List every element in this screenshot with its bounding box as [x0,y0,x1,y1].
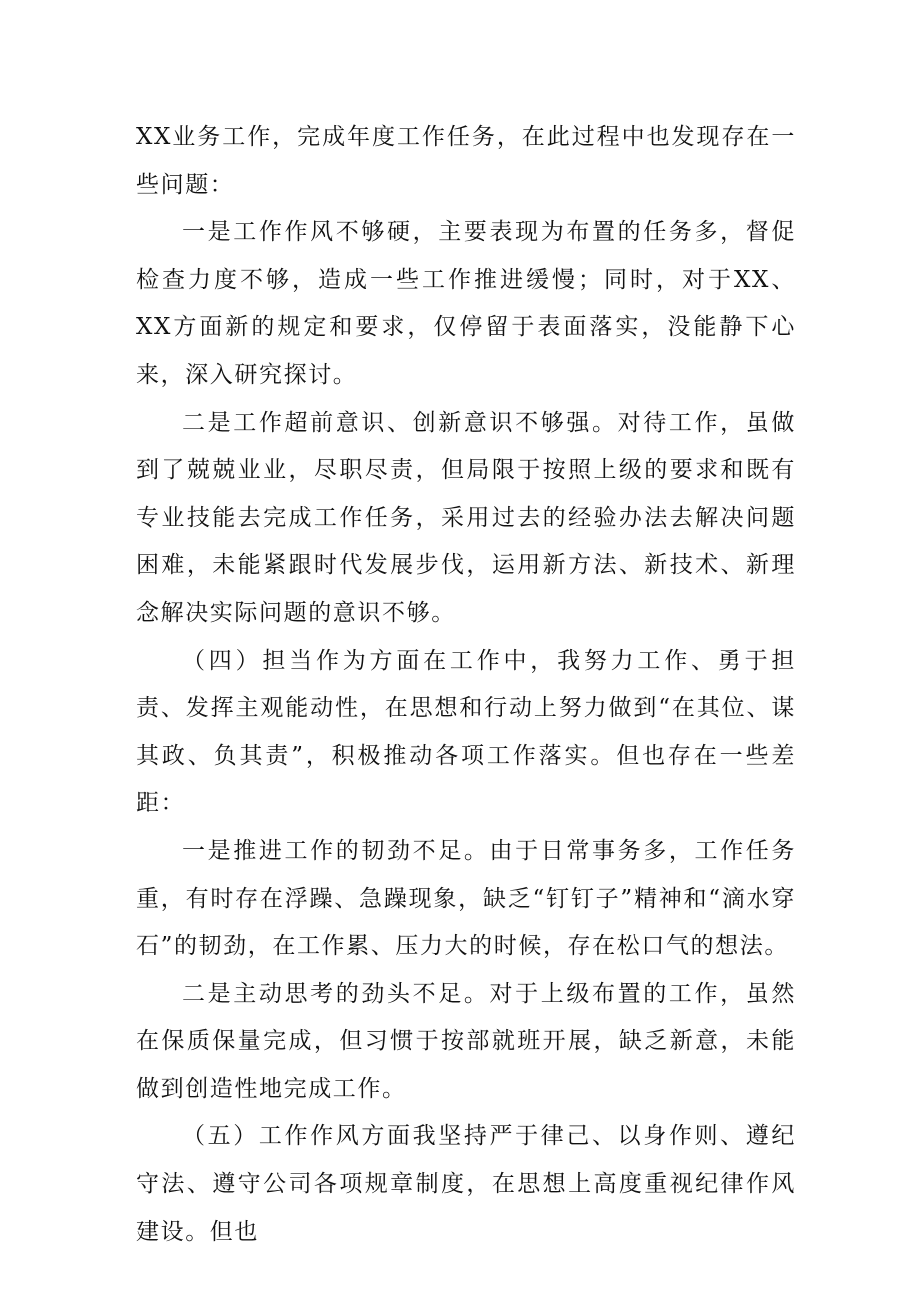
paragraph-issue-1: 一是工作作风不够硬，主要表现为布置的任务多，督促检查力度不够，造成一些工作推进缓慢；同时，对于XX、XX方面新的规定和要求，仅停留于表面落实，没能静下心来，深入研究探讨。 [136,219,796,388]
paragraph-issue-2: 二是工作超前意识、创新意识不够强。对待工作，虽做到了兢兢业业，尽职尽责，但局限于按照上级的要求和既有专业技能去完成工作任务，采用过去的经验办法去解决问题困难，未能紧跟时代发展步伐，运用新方法、新技术、新理念解决实际问题的意识不够。 [136,409,796,626]
paragraph-section-4-issue-1: 一是推进工作的韧劲不足。由于日常事务多，工作任务重，有时存在浮躁、急躁现象，缺乏“钉钉子”精神和“滴水穿石”的韧劲，在工作累、压力大的时候，存在松口气的想法。 [136,837,796,960]
paragraph-section-4: （四）担当作为方面在工作中，我努力工作、勇于担责、发挥主观能动性，在思想和行动上努力做到“在其位、谋其政、负其责”，积极推动各项工作落实。但也存在一些差距： [136,647,796,817]
paragraph-section-5: （五）工作作风方面我坚持严于律己、以身作则、遵纪守法、遵守公司各项规章制度，在思想上高度重视纪律作风建设。但也 [136,1123,796,1245]
paragraph-continuation: XX业务工作，完成年度工作任务，在此过程中也发现存在一些问题： [136,124,796,198]
paragraph-section-4-issue-2: 二是主动思考的劲头不足。对于上级布置的工作，虽然在保质保量完成，但习惯于按部就班开展，缺乏新意，未能做到创造性地完成工作。 [136,980,796,1102]
document-body [136,114,796,1256]
